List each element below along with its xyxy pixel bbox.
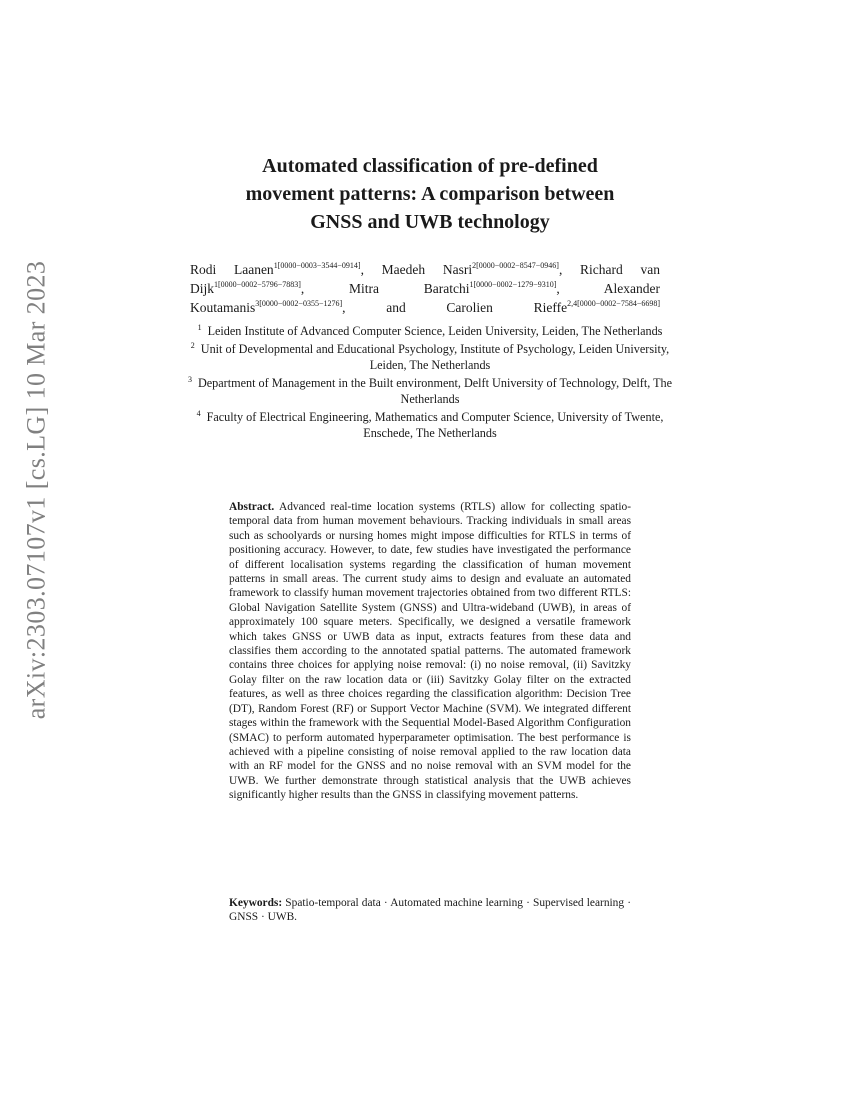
affiliation-number: 1	[197, 323, 202, 332]
abstract-section	[229, 500, 631, 803]
affiliation-list	[180, 323, 680, 443]
author-line	[190, 260, 660, 317]
title-line: movement patterns: A comparison between	[245, 183, 615, 205]
title-line: GNSS and UWB technology	[310, 211, 550, 233]
author-orcid: 2[0000−0002−8547−0946]	[472, 261, 559, 270]
author-name: , Maedeh Nasri	[360, 262, 473, 277]
author-name: Rodi Laanen	[190, 262, 274, 277]
affiliation-text: Faculty of Electrical Engineering, Mathematics and Computer Science, University of Twente, Enschede, The Netherlands	[206, 410, 664, 440]
affiliation-item	[180, 341, 680, 373]
author-name: , Mitra Baratchi	[300, 281, 470, 296]
author-name: , and Carolien Rieffe	[342, 300, 568, 315]
affiliation-item	[180, 375, 680, 407]
affiliation-number: 2	[190, 341, 195, 350]
keywords-body: Spatio-temporal data · Automated machine learning · Supervised learning · GNSS · UWB.	[229, 897, 631, 924]
paper-title	[180, 152, 680, 236]
affiliation-text: Department of Management in the Built environment, Delft University of Technology, Delft, The Netherlands	[197, 376, 673, 406]
affiliation-text: Leiden Institute of Advanced Computer Science, Leiden University, Leiden, The Netherlands	[207, 324, 663, 338]
keywords-section	[229, 896, 631, 925]
affiliation-number: 4	[196, 409, 201, 418]
author-orcid: 1[0000−0002−5796−7883]	[214, 280, 301, 289]
title-line: Automated classification of pre-defined	[262, 155, 598, 177]
author-orcid: 1[0000−0002−1279−9310]	[469, 280, 557, 289]
keywords-label: Keywords:	[229, 897, 283, 909]
author-orcid: 1[0000−0003−3544−0914]	[273, 261, 361, 270]
affiliation-number: 3	[187, 375, 192, 384]
author-list	[190, 260, 660, 317]
abstract-label: Abstract.	[229, 501, 275, 513]
author-name: , Alexander Koutamanis	[190, 281, 660, 315]
author-name: , Richard van Dijk	[190, 262, 660, 296]
arxiv-identifier-stamp	[14, 260, 58, 720]
affiliation-item	[180, 409, 680, 441]
affiliation-text: Unit of Developmental and Educational Psychology, Institute of Psychology, Leiden University, Leiden, The Netherlands	[200, 342, 670, 372]
affiliation-item	[180, 323, 680, 339]
abstract-body: Advanced real-time location systems (RTLS) allow for collecting spatio-temporal data from human movement behaviours. Tracking individuals in small areas such as schoolyards or nursing homes might impose difficulties for RTLS in terms of positioning accuracy. However, to date, few studies have investigated the performance of different localisation systems regarding the classification of human movement patterns in small areas. The current study aims to design and evaluate an automated framework to classify human movement trajectories obtained from two different RTLS: Global Navigation Satellite System (GNSS) and Ultra-wideband (UWB), in areas of approximately 100 square meters. Specifically, we designed a versatile framework which takes GNSS or UWB data as input, extracts features from these data and classifies them according to the annotated spatial patterns. The automated framework contains three choices for applying noise removal: (i) no noise removal, (ii) Savitzky Golay filter on the raw location data or (iii) Savitzky Golay filter on the extracted features, as well as three choices regarding the classification algorithm: Decision Tree (DT), Random Forest (RF) or Support Vector Machine (SVM). We integrated different stages within the framework with the Sequential Model-Based Algorithm Configuration (SMAC) to perform automated hyperparameter optimisation. The best performance is achieved with a pipeline consisting of noise removal applied to the raw location data with an RF model for the GNSS and no noise removal with an SVM model for the UWB. We further demonstrate through statistical analysis that the UWB achieves significantly higher results than the GNSS in classifying movement patterns.	[229, 501, 631, 802]
author-orcid: 2,4[0000−0002−7584−6698]	[567, 299, 660, 308]
author-orcid: 3[0000−0002−0355−1276]	[255, 299, 343, 308]
arxiv-identifier-text: arXiv:2303.07107v1 [cs.LG] 10 Mar 2023	[21, 260, 51, 720]
